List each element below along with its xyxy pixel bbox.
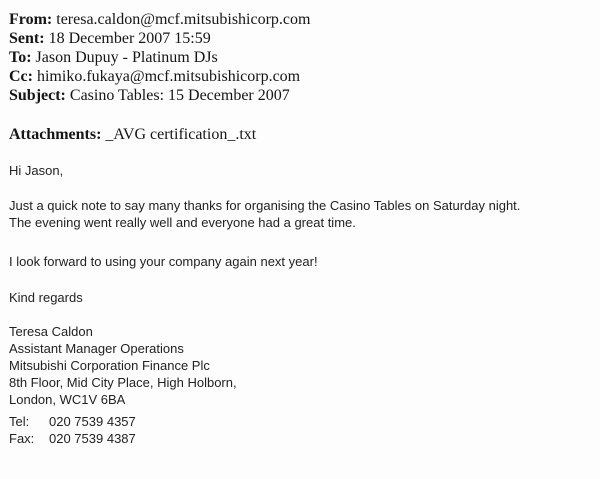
- subject-value: Casino Tables: 15 December 2007: [69, 87, 290, 104]
- from-label: From:: [9, 11, 53, 28]
- sent-label: Sent:: [9, 30, 45, 47]
- attachments-label: Attachments:: [9, 126, 102, 143]
- cc-value: himiko.fukaya@mcf.mitsubishicorp.com: [36, 68, 301, 85]
- tel-value: 020 7539 4357: [49, 414, 136, 429]
- contact-block: [9, 413, 136, 447]
- tel-row: [9, 413, 136, 430]
- from-value: teresa.caldon@mcf.mitsubishicorp.com: [56, 11, 311, 28]
- subject-label: Subject:: [9, 87, 66, 104]
- fax-row: [9, 430, 136, 447]
- fax-label: Fax:: [9, 431, 35, 446]
- paragraph-1-line-1: Just a quick note to say many thanks for organising the Casino Tables on Saturday night.: [9, 198, 521, 213]
- message-paragraph-1: [9, 197, 520, 231]
- signature-block: [9, 323, 237, 408]
- signature-name: Teresa Caldon: [9, 324, 93, 339]
- closing: Kind regards: [9, 290, 83, 305]
- attachment-file: _AVG certification_.txt: [105, 126, 257, 143]
- paragraph-1-line-2: The evening went really well and everyone had a great time.: [9, 215, 356, 230]
- cc-label: Cc:: [9, 68, 33, 85]
- from-row: [9, 10, 310, 29]
- to-value: Jason Dupuy - Platinum DJs: [35, 49, 218, 66]
- signature-address-line-1: 8th Floor, Mid City Place, High Holborn,: [9, 375, 237, 390]
- to-label: To:: [9, 49, 32, 66]
- to-row: [9, 48, 310, 67]
- signature-address-line-2: London, WC1V 6BA: [9, 392, 126, 407]
- email-header: [9, 10, 310, 105]
- tel-label: Tel:: [9, 414, 30, 429]
- fax-value: 020 7539 4387: [49, 431, 136, 446]
- signature-title: Assistant Manager Operations: [9, 341, 184, 356]
- greeting: Hi Jason,: [9, 163, 64, 178]
- cc-row: [9, 67, 310, 86]
- sent-value: 18 December 2007 15:59: [48, 30, 211, 47]
- message-paragraph-2: I look forward to using your company again next year!: [9, 254, 318, 269]
- sent-row: [9, 29, 310, 48]
- signature-company: Mitsubishi Corporation Finance Plc: [9, 358, 210, 373]
- attachments-row: [9, 125, 256, 144]
- subject-row: [9, 86, 310, 105]
